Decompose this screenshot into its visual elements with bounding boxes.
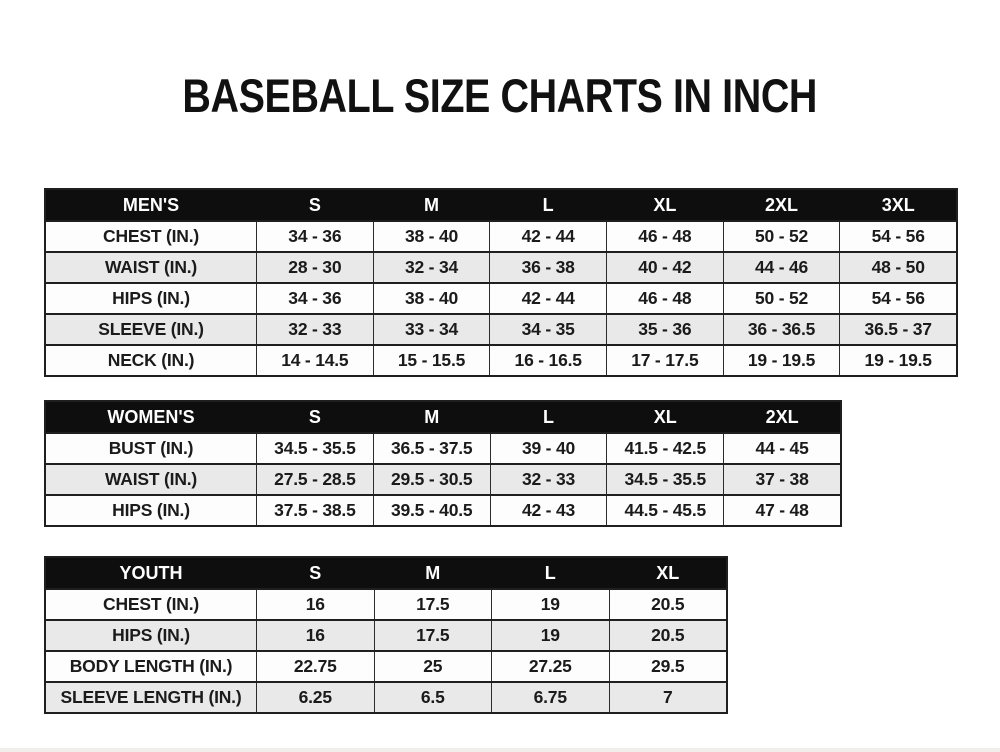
womens-value-cell: 41.5 - 42.5: [606, 434, 723, 463]
youth-header-row: [46, 558, 726, 588]
youth-value-cell: 19: [491, 621, 609, 650]
mens-value-cell: 36 - 38: [489, 253, 606, 282]
mens-row-sleeve-in: [46, 313, 956, 344]
mens-measurement-label: SLEEVE (IN.): [46, 315, 256, 344]
mens-value-cell: 35 - 36: [606, 315, 723, 344]
womens-header-size-s: S: [256, 402, 373, 432]
mens-value-cell: 50 - 52: [723, 222, 840, 251]
youth-value-cell: 16: [256, 621, 374, 650]
mens-value-cell: 42 - 44: [489, 284, 606, 313]
mens-value-cell: 36 - 36.5: [723, 315, 840, 344]
youth-value-cell: 17.5: [374, 590, 492, 619]
mens-row-chest-in: [46, 220, 956, 251]
youth-value-cell: 17.5: [374, 621, 492, 650]
mens-value-cell: 14 - 14.5: [256, 346, 373, 375]
mens-measurement-label: HIPS (IN.): [46, 284, 256, 313]
womens-value-cell: 42 - 43: [490, 496, 607, 525]
womens-value-cell: 44.5 - 45.5: [606, 496, 723, 525]
womens-row-hips-in: [46, 494, 840, 525]
mens-header-size-l: L: [489, 190, 606, 220]
womens-value-cell: 29.5 - 30.5: [373, 465, 490, 494]
womens-row-bust-in: [46, 432, 840, 463]
youth-size-table: [44, 556, 728, 714]
mens-header-group-label: MEN'S: [46, 190, 256, 220]
page-title: [0, 68, 1000, 123]
mens-value-cell: 33 - 34: [373, 315, 490, 344]
youth-measurement-label: HIPS (IN.): [46, 621, 256, 650]
mens-header-row: [46, 190, 956, 220]
mens-measurement-label: WAIST (IN.): [46, 253, 256, 282]
mens-value-cell: 54 - 56: [839, 222, 956, 251]
youth-header-group-label: YOUTH: [46, 558, 256, 588]
womens-row-waist-in: [46, 463, 840, 494]
mens-row-hips-in: [46, 282, 956, 313]
mens-value-cell: 19 - 19.5: [839, 346, 956, 375]
mens-header-size-xl: XL: [606, 190, 723, 220]
mens-value-cell: 34 - 36: [256, 222, 373, 251]
womens-header-size-m: M: [373, 402, 490, 432]
youth-value-cell: 6.5: [374, 683, 492, 712]
womens-header-size-2xl: 2XL: [723, 402, 840, 432]
youth-value-cell: 20.5: [609, 590, 727, 619]
womens-value-cell: 37 - 38: [723, 465, 840, 494]
womens-value-cell: 34.5 - 35.5: [256, 434, 373, 463]
womens-value-cell: 47 - 48: [723, 496, 840, 525]
mens-value-cell: 40 - 42: [606, 253, 723, 282]
mens-value-cell: 15 - 15.5: [373, 346, 490, 375]
mens-value-cell: 36.5 - 37: [839, 315, 956, 344]
youth-value-cell: 25: [374, 652, 492, 681]
youth-measurement-label: CHEST (IN.): [46, 590, 256, 619]
womens-value-cell: 39.5 - 40.5: [373, 496, 490, 525]
mens-value-cell: 54 - 56: [839, 284, 956, 313]
youth-value-cell: 22.75: [256, 652, 374, 681]
page-bottom-edge: [0, 748, 1000, 752]
womens-measurement-label: HIPS (IN.): [46, 496, 256, 525]
youth-measurement-label: SLEEVE LENGTH (IN.): [46, 683, 256, 712]
mens-size-table: [44, 188, 958, 377]
mens-value-cell: 50 - 52: [723, 284, 840, 313]
youth-row-chest-in: [46, 588, 726, 619]
mens-value-cell: 32 - 33: [256, 315, 373, 344]
womens-value-cell: 37.5 - 38.5: [256, 496, 373, 525]
womens-value-cell: 27.5 - 28.5: [256, 465, 373, 494]
mens-value-cell: 19 - 19.5: [723, 346, 840, 375]
mens-value-cell: 17 - 17.5: [606, 346, 723, 375]
womens-value-cell: 39 - 40: [490, 434, 607, 463]
mens-value-cell: 28 - 30: [256, 253, 373, 282]
youth-value-cell: 6.25: [256, 683, 374, 712]
womens-value-cell: 44 - 45: [723, 434, 840, 463]
mens-value-cell: 32 - 34: [373, 253, 490, 282]
youth-value-cell: 29.5: [609, 652, 727, 681]
womens-measurement-label: WAIST (IN.): [46, 465, 256, 494]
womens-header-group-label: WOMEN'S: [46, 402, 256, 432]
mens-value-cell: 46 - 48: [606, 284, 723, 313]
youth-value-cell: 16: [256, 590, 374, 619]
youth-row-hips-in: [46, 619, 726, 650]
youth-value-cell: 7: [609, 683, 727, 712]
mens-header-size-s: S: [256, 190, 373, 220]
youth-row-sleeve-length-in: [46, 681, 726, 712]
mens-row-waist-in: [46, 251, 956, 282]
mens-value-cell: 34 - 35: [489, 315, 606, 344]
mens-value-cell: 44 - 46: [723, 253, 840, 282]
mens-row-neck-in: [46, 344, 956, 375]
page-title-text: BASEBALL SIZE CHARTS IN INCH: [182, 69, 818, 122]
mens-value-cell: 48 - 50: [839, 253, 956, 282]
womens-header-row: [46, 402, 840, 432]
mens-measurement-label: CHEST (IN.): [46, 222, 256, 251]
youth-value-cell: 6.75: [491, 683, 609, 712]
youth-header-size-m: M: [374, 558, 492, 588]
mens-value-cell: 42 - 44: [489, 222, 606, 251]
youth-header-size-l: L: [491, 558, 609, 588]
youth-measurement-label: BODY LENGTH (IN.): [46, 652, 256, 681]
womens-value-cell: 32 - 33: [490, 465, 607, 494]
mens-value-cell: 38 - 40: [373, 222, 490, 251]
mens-value-cell: 46 - 48: [606, 222, 723, 251]
mens-header-size-m: M: [373, 190, 490, 220]
youth-value-cell: 19: [491, 590, 609, 619]
mens-value-cell: 38 - 40: [373, 284, 490, 313]
youth-value-cell: 20.5: [609, 621, 727, 650]
youth-header-size-s: S: [256, 558, 374, 588]
mens-value-cell: 34 - 36: [256, 284, 373, 313]
mens-header-size-2xl: 2XL: [723, 190, 840, 220]
youth-header-size-xl: XL: [609, 558, 727, 588]
womens-value-cell: 36.5 - 37.5: [373, 434, 490, 463]
womens-header-size-l: L: [490, 402, 607, 432]
womens-header-size-xl: XL: [606, 402, 723, 432]
womens-size-table: [44, 400, 842, 527]
mens-value-cell: 16 - 16.5: [489, 346, 606, 375]
womens-value-cell: 34.5 - 35.5: [606, 465, 723, 494]
mens-header-size-3xl: 3XL: [839, 190, 956, 220]
mens-measurement-label: NECK (IN.): [46, 346, 256, 375]
youth-value-cell: 27.25: [491, 652, 609, 681]
womens-measurement-label: BUST (IN.): [46, 434, 256, 463]
youth-row-body-length-in: [46, 650, 726, 681]
